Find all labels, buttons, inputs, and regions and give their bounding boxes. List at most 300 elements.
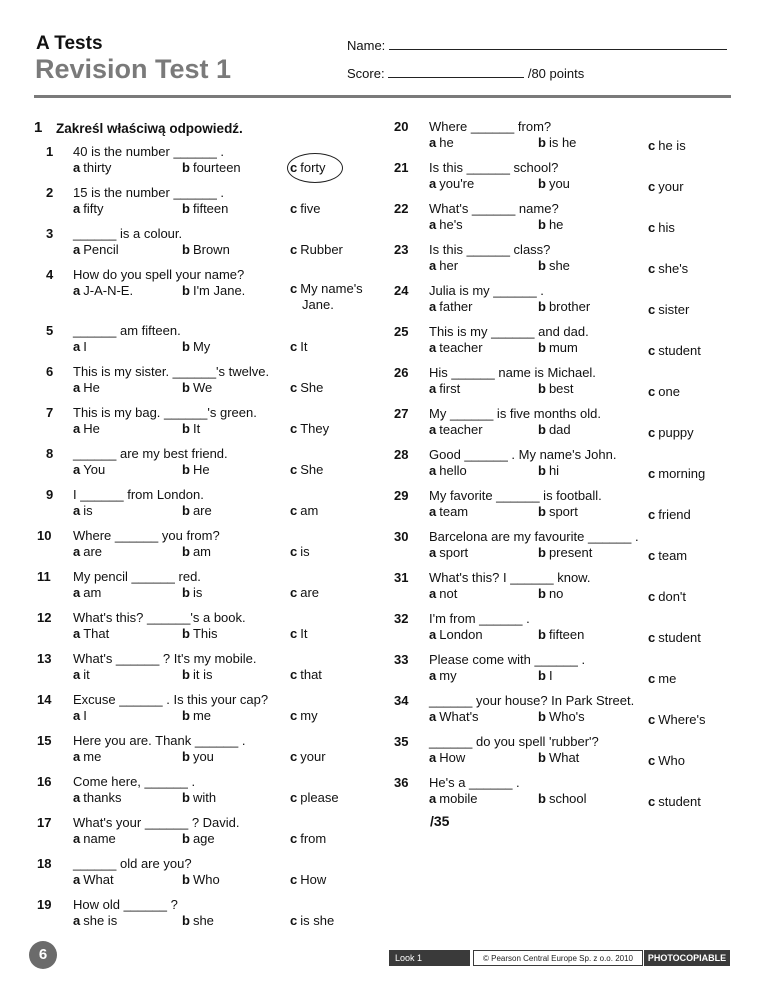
question-stem: ______ is a colour. xyxy=(73,226,183,241)
score-label: Score: xyxy=(347,66,385,81)
option-b xyxy=(538,668,553,684)
option-b-letter: b xyxy=(538,750,546,765)
question-stem: What's this? I ______ know. xyxy=(429,570,591,585)
option-a-letter: a xyxy=(429,668,437,683)
option-c-text: My name's xyxy=(300,281,363,296)
option-c xyxy=(648,384,680,400)
option-a-letter: a xyxy=(73,544,81,559)
option-a-letter: a xyxy=(429,217,437,232)
option-c-text: are xyxy=(300,585,320,600)
question-number: 22 xyxy=(394,201,409,216)
question-stem: Excuse ______ . Is this your cap? xyxy=(73,692,269,707)
question-stem: Julia is my ______ . xyxy=(429,283,544,298)
question-number: 10 xyxy=(37,528,52,543)
option-b-text: mum xyxy=(548,340,578,355)
option-a-text: father xyxy=(439,299,473,314)
option-c-text: It xyxy=(300,339,308,354)
option-a xyxy=(73,421,100,437)
option-c-letter: c xyxy=(290,872,298,887)
option-a-text: How xyxy=(439,750,466,765)
option-a-text: I xyxy=(83,339,87,354)
question-stem: ______ am fifteen. xyxy=(73,323,181,338)
question-number: 34 xyxy=(394,693,409,708)
option-b xyxy=(182,462,210,478)
option-a-letter: a xyxy=(429,709,437,724)
option-b-text: Who xyxy=(192,872,220,887)
option-a xyxy=(429,791,478,807)
option-a-letter: a xyxy=(73,421,81,436)
option-b xyxy=(182,749,214,765)
option-b-text: fifteen xyxy=(192,201,229,216)
option-b-text: This xyxy=(192,626,218,641)
option-c-letter: c xyxy=(290,790,298,805)
option-b-letter: b xyxy=(182,831,190,846)
question-number: 33 xyxy=(394,652,409,667)
option-b xyxy=(182,283,245,299)
option-a-letter: a xyxy=(73,626,81,641)
question-number: 31 xyxy=(394,570,409,585)
option-c xyxy=(648,794,701,810)
option-a xyxy=(73,201,103,217)
question-stem: My pencil ______ red. xyxy=(73,569,201,584)
option-b xyxy=(182,626,218,642)
question-stem: Here you are. Thank ______ . xyxy=(73,733,246,748)
option-b-text: It xyxy=(192,421,201,436)
question-number: 5 xyxy=(46,323,54,338)
option-a-letter: a xyxy=(73,585,81,600)
option-c-text: please xyxy=(300,790,339,805)
option-b xyxy=(182,503,212,519)
question-number: 18 xyxy=(37,856,52,871)
option-b-text: hi xyxy=(548,463,560,478)
option-c-text: don't xyxy=(658,589,687,604)
option-c-continued: Jane. xyxy=(302,297,334,312)
page-number: 6 xyxy=(29,941,57,969)
option-c-letter: c xyxy=(648,384,656,399)
option-a xyxy=(73,872,114,888)
option-a-text: my xyxy=(439,668,457,683)
option-b-text: are xyxy=(192,503,212,518)
question-stem: Is this ______ class? xyxy=(429,242,551,257)
option-a xyxy=(73,913,117,929)
option-c-letter: c xyxy=(290,421,298,436)
question-number: 13 xyxy=(37,651,52,666)
option-b-text: am xyxy=(192,544,212,559)
question-stem: I'm from ______ . xyxy=(429,611,530,626)
option-c xyxy=(290,201,320,217)
option-c xyxy=(290,749,326,765)
question-number: 4 xyxy=(46,267,54,282)
option-c-text: is xyxy=(300,544,310,559)
option-a xyxy=(429,545,468,561)
option-a xyxy=(429,422,483,438)
option-a-text: teacher xyxy=(439,422,483,437)
score-field xyxy=(347,66,584,81)
question-number: 1 xyxy=(46,144,54,159)
option-a xyxy=(73,503,93,519)
option-c-letter: c xyxy=(648,630,656,645)
option-b-text: I xyxy=(548,668,553,683)
option-b-letter: b xyxy=(182,503,190,518)
option-c xyxy=(290,281,363,297)
question-stem: His ______ name is Michael. xyxy=(429,365,596,380)
option-b-letter: b xyxy=(538,463,546,478)
option-c-text: It xyxy=(300,626,308,641)
option-c-text: one xyxy=(658,384,680,399)
option-b-text: it is xyxy=(192,667,213,682)
option-c xyxy=(648,589,686,605)
option-c-letter: c xyxy=(290,201,298,216)
question-number: 11 xyxy=(37,569,51,584)
option-c-letter: c xyxy=(290,339,298,354)
option-a xyxy=(429,463,467,479)
option-b-letter: b xyxy=(538,586,546,601)
option-c-text: team xyxy=(658,548,688,563)
question-number: 28 xyxy=(394,447,409,462)
option-c-text: five xyxy=(300,201,321,216)
option-a xyxy=(429,176,474,192)
option-a-letter: a xyxy=(429,299,437,314)
option-c-letter: c xyxy=(290,462,298,477)
option-a-text: You xyxy=(83,462,106,477)
option-c-text: She xyxy=(300,462,324,477)
option-a xyxy=(73,667,90,683)
option-c-text: Rubber xyxy=(300,242,343,257)
section-instruction: Zakreśl właściwą odpowiedź. xyxy=(56,121,243,136)
option-b xyxy=(538,545,592,561)
option-b xyxy=(538,258,570,274)
option-c-letter: c xyxy=(290,913,298,928)
question-number: 36 xyxy=(394,775,409,790)
option-b-letter: b xyxy=(538,135,546,150)
question-stem: This is my sister. ______'s twelve. xyxy=(73,364,270,379)
footer-photocopiable: PHOTOCOPIABLE xyxy=(644,950,730,966)
option-a-text: J-A-N-E. xyxy=(83,283,134,298)
option-c xyxy=(648,261,688,277)
option-b-letter: b xyxy=(538,299,546,314)
option-c-text: She xyxy=(300,380,324,395)
option-c-letter: c xyxy=(290,667,298,682)
option-a-text: fifty xyxy=(83,201,104,216)
option-a-text: mobile xyxy=(439,791,478,806)
option-a-letter: a xyxy=(73,283,81,298)
question-stem: Please come with ______ . xyxy=(429,652,586,667)
question-number: 12 xyxy=(37,610,52,625)
option-b-text: present xyxy=(548,545,593,560)
option-c xyxy=(290,421,329,437)
option-c xyxy=(648,138,686,154)
option-c-letter: c xyxy=(290,380,298,395)
question-number: 29 xyxy=(394,488,409,503)
question-stem: What's your ______ ? David. xyxy=(73,815,240,830)
option-c xyxy=(648,220,675,236)
option-a-text: I xyxy=(83,708,87,723)
option-a xyxy=(429,750,465,766)
option-a-text: What's xyxy=(439,709,479,724)
question-number: 20 xyxy=(394,119,409,134)
option-a-text: her xyxy=(439,258,459,273)
option-b-text: I'm Jane. xyxy=(192,283,246,298)
option-a xyxy=(73,544,102,560)
option-b xyxy=(182,201,228,217)
option-b xyxy=(538,381,574,397)
option-c xyxy=(648,753,685,769)
option-b xyxy=(538,709,585,725)
option-c-text: student xyxy=(658,794,701,809)
option-b xyxy=(538,750,579,766)
option-a xyxy=(73,160,111,176)
option-a xyxy=(429,627,483,643)
option-b-text: no xyxy=(548,586,564,601)
option-b xyxy=(538,627,584,643)
option-b-letter: b xyxy=(182,462,190,477)
option-c xyxy=(648,425,694,441)
option-a-text: first xyxy=(439,381,461,396)
option-a-text: she is xyxy=(83,913,118,928)
option-b xyxy=(182,790,216,806)
option-c xyxy=(290,667,322,683)
option-b-letter: b xyxy=(182,544,190,559)
question-number: 30 xyxy=(394,529,409,544)
option-b-letter: b xyxy=(538,258,546,273)
option-a-letter: a xyxy=(73,667,81,682)
option-c xyxy=(648,179,684,195)
option-a-letter: a xyxy=(73,708,81,723)
question-number: 6 xyxy=(46,364,54,379)
question-stem: Good ______ . My name's John. xyxy=(429,447,617,462)
option-a-text: he's xyxy=(439,217,463,232)
option-b-text: with xyxy=(192,790,217,805)
question-stem: How old ______ ? xyxy=(73,897,178,912)
option-c-text: your xyxy=(300,749,326,764)
option-c-text: forty xyxy=(300,160,326,175)
option-b xyxy=(182,160,241,176)
option-b xyxy=(538,463,559,479)
option-c-text: me xyxy=(658,671,677,686)
option-b xyxy=(538,422,571,438)
question-stem: Where ______ from? xyxy=(429,119,552,134)
question-stem: ______ are my best friend. xyxy=(73,446,228,461)
option-c-letter: c xyxy=(290,831,298,846)
option-c-letter: c xyxy=(290,585,298,600)
option-b xyxy=(538,504,578,520)
option-b-letter: b xyxy=(538,504,546,519)
option-b-letter: b xyxy=(182,790,190,805)
question-number: 14 xyxy=(37,692,52,707)
question-stem: ______ your house? In Park Street. xyxy=(429,693,635,708)
option-a-text: teacher xyxy=(439,340,483,355)
question-number: 23 xyxy=(394,242,409,257)
option-a-text: thanks xyxy=(83,790,122,805)
option-b xyxy=(538,340,578,356)
option-b xyxy=(182,872,220,888)
option-c-letter: c xyxy=(290,544,298,559)
option-c-letter: c xyxy=(648,671,656,686)
option-c-letter: c xyxy=(648,589,656,604)
option-b xyxy=(182,339,210,355)
option-c-letter: c xyxy=(648,507,656,522)
question-stem: ______ old are you? xyxy=(73,856,192,871)
question-stem: My favorite ______ is football. xyxy=(429,488,602,503)
option-a-letter: a xyxy=(429,627,437,642)
question-number: 15 xyxy=(37,733,52,748)
question-stem: ______ do you spell 'rubber'? xyxy=(429,734,599,749)
option-c xyxy=(290,339,307,355)
question-number: 25 xyxy=(394,324,409,339)
option-b xyxy=(538,791,587,807)
question-number: 24 xyxy=(394,283,409,298)
option-b xyxy=(538,176,570,192)
option-b-letter: b xyxy=(182,626,190,641)
option-c-text: his xyxy=(658,220,675,235)
option-a xyxy=(73,242,119,258)
question-stem: What's ______ name? xyxy=(429,201,559,216)
option-c-text: student xyxy=(658,630,701,645)
option-c xyxy=(290,380,323,396)
option-c-letter: c xyxy=(290,160,298,175)
option-c-text: he is xyxy=(658,138,686,153)
option-a-text: you're xyxy=(439,176,475,191)
option-c xyxy=(648,466,705,482)
option-a-letter: a xyxy=(429,135,437,150)
option-a-letter: a xyxy=(73,913,81,928)
option-a-text: is xyxy=(83,503,93,518)
option-a-letter: a xyxy=(73,462,81,477)
option-c xyxy=(648,671,676,687)
option-b-letter: b xyxy=(182,421,190,436)
option-a-text: sport xyxy=(439,545,469,560)
page-title: Revision Test 1 xyxy=(35,54,232,84)
question-stem: This is my bag. ______'s green. xyxy=(73,405,257,420)
question-number: 32 xyxy=(394,611,409,626)
question-number: 16 xyxy=(37,774,52,789)
option-b-letter: b xyxy=(538,340,546,355)
option-a xyxy=(73,339,87,355)
option-c-letter: c xyxy=(648,261,656,276)
option-b xyxy=(182,708,211,724)
option-c-text: sister xyxy=(658,302,690,317)
option-a-letter: a xyxy=(429,176,437,191)
option-a-text: Pencil xyxy=(83,242,119,257)
question-stem: Barcelona are my favourite ______ . xyxy=(429,529,639,544)
name-label: Name: xyxy=(347,38,386,53)
option-b xyxy=(538,135,576,151)
option-b xyxy=(182,913,214,929)
option-a xyxy=(429,504,468,520)
option-a-text: team xyxy=(439,504,469,519)
option-b-letter: b xyxy=(182,160,190,175)
option-a-text: not xyxy=(439,586,458,601)
name-blank xyxy=(389,38,727,50)
option-c xyxy=(648,712,706,728)
option-c-letter: c xyxy=(290,242,298,257)
question-stem: 15 is the number ______ . xyxy=(73,185,225,200)
header-divider xyxy=(34,95,731,98)
option-b-letter: b xyxy=(182,913,190,928)
option-c-letter: c xyxy=(648,138,656,153)
option-b-text: she xyxy=(548,258,570,273)
option-a-text: he xyxy=(439,135,454,150)
question-number: 21 xyxy=(394,160,409,175)
option-b-text: he xyxy=(548,217,564,232)
option-c-text: she's xyxy=(658,261,689,276)
question-number: 26 xyxy=(394,365,409,380)
option-c-text: They xyxy=(300,421,330,436)
option-c-text: Who xyxy=(658,753,685,768)
option-a-text: That xyxy=(83,626,110,641)
option-b-text: school xyxy=(548,791,587,806)
option-a-letter: a xyxy=(429,381,437,396)
option-b-text: Who's xyxy=(548,709,585,724)
option-c-text: am xyxy=(300,503,319,518)
question-stem: What's this? ______'s a book. xyxy=(73,610,246,625)
option-c-text: friend xyxy=(658,507,691,522)
option-a xyxy=(429,258,458,274)
option-a xyxy=(429,217,463,233)
option-a xyxy=(429,299,472,315)
option-b-letter: b xyxy=(182,283,190,298)
option-a-text: He xyxy=(83,421,100,436)
option-c xyxy=(648,507,691,523)
question-stem: Where ______ you from? xyxy=(73,528,220,543)
option-b xyxy=(182,585,202,601)
option-c-letter: c xyxy=(648,425,656,440)
option-c-text: Where's xyxy=(658,712,706,727)
option-c-text: morning xyxy=(658,466,706,481)
option-a xyxy=(73,749,101,765)
option-c-letter: c xyxy=(290,749,298,764)
option-c xyxy=(648,302,689,318)
option-c-letter: c xyxy=(648,794,656,809)
option-b-letter: b xyxy=(182,380,190,395)
question-number: 19 xyxy=(37,897,52,912)
option-c xyxy=(290,913,334,929)
option-a-letter: a xyxy=(73,831,81,846)
option-c-text: my xyxy=(300,708,318,723)
option-a xyxy=(73,283,133,299)
question-stem: 40 is the number ______ . xyxy=(73,144,225,159)
option-b-letter: b xyxy=(538,217,546,232)
option-c-letter: c xyxy=(648,753,656,768)
option-c xyxy=(648,548,687,564)
option-a-letter: a xyxy=(429,791,437,806)
option-b-letter: b xyxy=(182,201,190,216)
option-b xyxy=(538,586,563,602)
option-c-text: your xyxy=(658,179,684,194)
option-b-text: dad xyxy=(548,422,571,437)
option-b-text: We xyxy=(192,380,213,395)
option-b xyxy=(182,544,211,560)
option-a-letter: a xyxy=(73,339,81,354)
option-c-text: student xyxy=(658,343,701,358)
footer-copyright: © Pearson Central Europe Sp. z o.o. 2010 xyxy=(473,950,643,966)
option-a-text: hello xyxy=(439,463,467,478)
question-number: 8 xyxy=(46,446,54,461)
option-c xyxy=(290,831,326,847)
option-c-letter: c xyxy=(648,302,656,317)
option-a-text: London xyxy=(439,627,483,642)
option-a xyxy=(73,790,122,806)
option-a-letter: a xyxy=(429,586,437,601)
option-a-letter: a xyxy=(73,380,81,395)
answer-circle xyxy=(287,153,343,183)
option-b-letter: b xyxy=(182,749,190,764)
option-c xyxy=(648,630,701,646)
option-a xyxy=(429,586,457,602)
question-number: 35 xyxy=(394,734,409,749)
option-c-text: How xyxy=(300,872,327,887)
option-b xyxy=(538,217,563,233)
